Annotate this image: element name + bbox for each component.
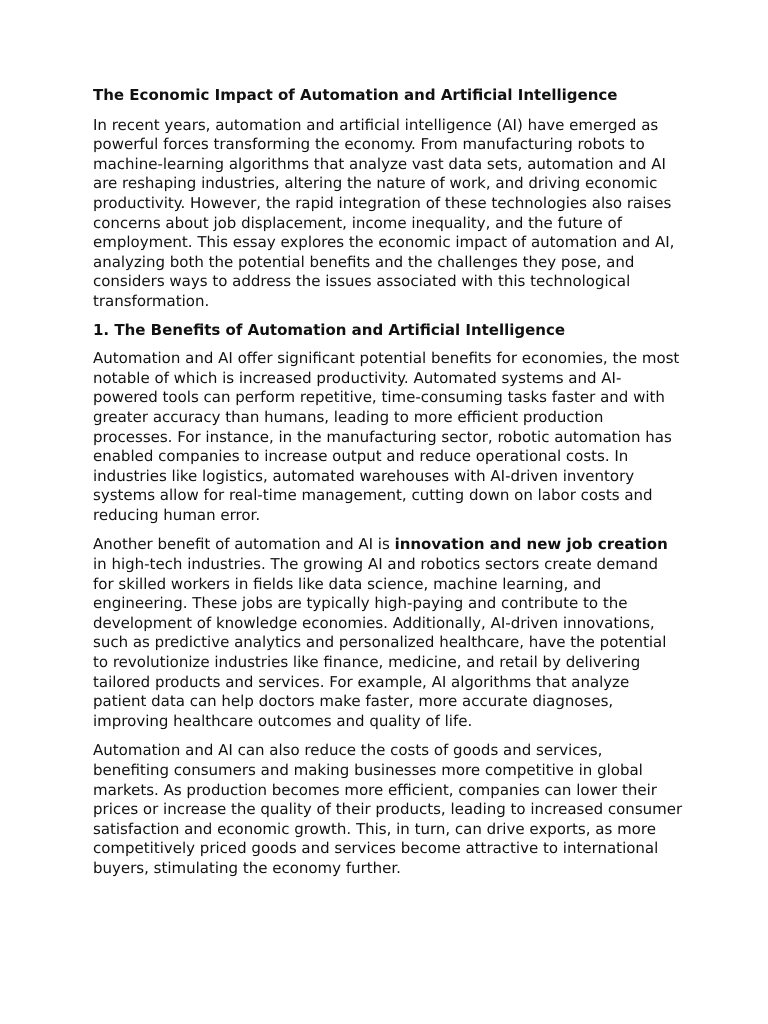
innovation-paragraph-rest: in high-tech industries. The growing AI and robotics sectors create demand for skilled workers in fields like data science, machine learning, and engineering. These jobs are typically high-paying and contribute to the development of knowledge economies. Additionally, AI-driven innovations, such as predictive analytics and personalized healthcare, have the potential to revolutionize industries like finance, medicine, and retail by delivering tailored products and services. For example, AI algorithms that analyze patient data can help doctors make faster, more accurate diagnoses, improving healthcare outcomes and quality of life. [93,555,667,730]
innovation-paragraph-lead: Another benefit of automation and AI is [93,535,395,554]
document-page [93,86,683,889]
benefits-paragraph-productivity: Automation and AI offer significant potential benefits for economies, the most notable of which is increased productivity. Automated systems and AI-powered tools can perform repetitive, time-consuming tasks faster and with greater accuracy than humans, leading to more efficient production processes. For instance, in the manufacturing sector, robotic automation has enabled companies to increase output and reduce operational costs. In industries like logistics, automated warehouses with AI-driven inventory systems allow for real-time management, cutting down on labor costs and reducing human error. [93,349,680,524]
section-heading-benefits: 1. The Benefits of Automation and Artificial Intelligence [93,320,566,339]
innovation-emphasis: innovation and new job creation [394,535,668,554]
intro-paragraph: In recent years, automation and artificial intelligence (AI) have emerged as powerful forces transforming the economy. From manufacturing robots to machine-learning algorithms that analyze vast data sets, automation and AI are reshaping industries, altering the nature of work, and driving economic productivity. However, the rapid integration of these technologies also raises concerns about job displacement, income inequality, and the future of employment. This essay explores the economic impact of automation and AI, analyzing both the potential benefits and the challenges they pose, and considers ways to address the issues associated with this technological transformation. [93,115,675,310]
benefits-paragraph-costs: Automation and AI can also reduce the costs of goods and services, benefiting consumers and making businesses more competitive in global markets. As production becomes more efficient, companies can lower their prices or increase the quality of their products, leading to increased consumer satisfaction and economic growth. This, in turn, can drive exports, as more competitively priced goods and services become attractive to international buyers, stimulating the economy further. [93,741,683,877]
document-title: The Economic Impact of Automation and Artificial Intelligence [93,86,618,104]
benefits-paragraph-innovation [93,535,683,731]
